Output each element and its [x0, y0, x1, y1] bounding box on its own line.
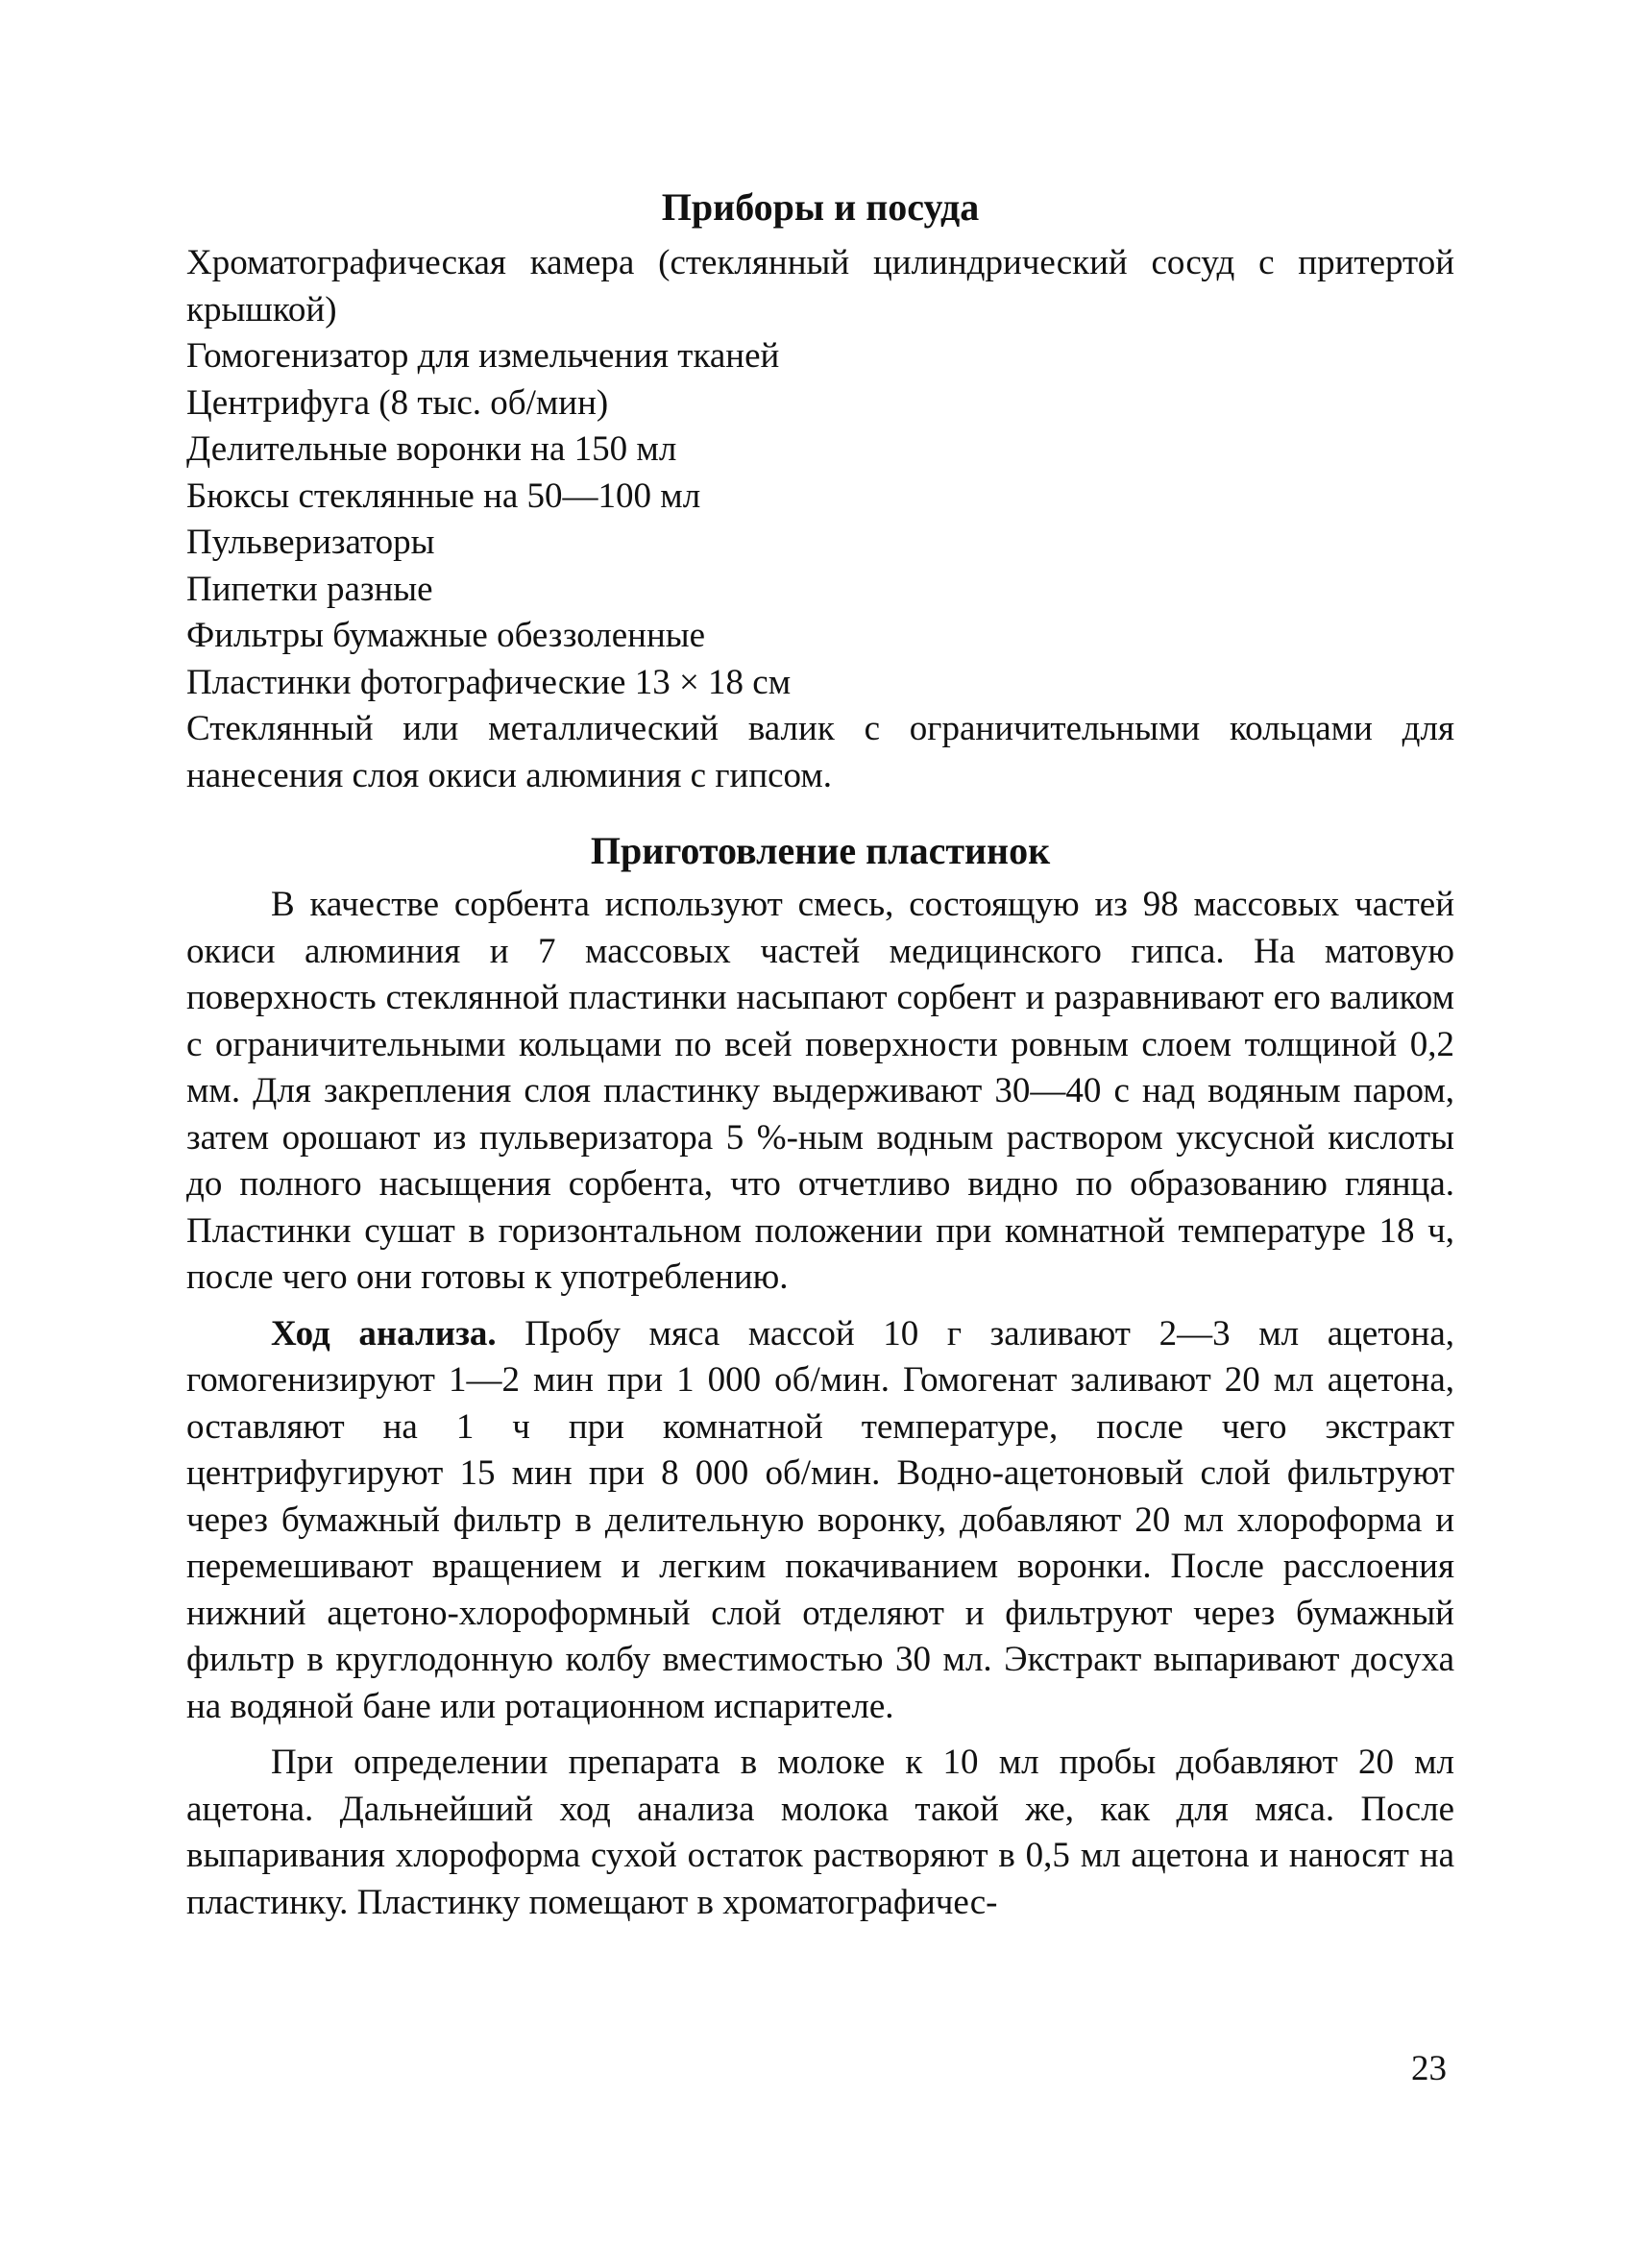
- equipment-item: Бюксы стеклянные на 50—100 мл: [186, 476, 701, 516]
- equipment-item: Делительные воронки на 150 мл: [186, 429, 677, 469]
- paragraph-analysis: [186, 1311, 1454, 1731]
- equipment-item: Хроматографическая камера (стеклянный цилиндрический сосуд с притертой крышкой): [186, 243, 1454, 329]
- analysis-text: Пробу мяса массой 10 г заливают 2—3 мл ацетона, гомогенизируют 1—2 мин при 1 000 об/мин. Гомогенат заливают 20 мл ацетона, оставляют на 1 ч при комнатной температуре, после чего экстракт центрифугируют 15 мин при 8 000 об/мин. Водно-ацетоновый слой фильтруют через бумажный фильтр в делительную воронку, добавляют 20 мл хлороформа и перемешивают вращением и легким покачиванием воронки. После расслоения нижний ацетоно-хлороформный слой отделяют и фильтруют через бумажный фильтр в круглодонную колбу вместимостью 30 мл. Экстракт выпаривают досуха на водяной бане или ротационном испарителе.: [186, 1313, 1454, 1726]
- page-number: 23: [1411, 2049, 1447, 2088]
- section-title-plates: Приготовление пластинок: [590, 829, 1051, 872]
- paragraph-milk: При определении препарата в молоке к 10 мл пробы добавляют 20 мл ацетона. Дальнейший ход анализа молока такой же, как для мяса. После выпаривания хлороформа сухой остаток растворяют в 0,5 мл ацетона и наносят на пластинку. Пластинку помещают в хроматографичес-: [186, 1743, 1454, 1922]
- equipment-item: Пластинки фотографические 13 × 18 см: [186, 662, 792, 702]
- equipment-item: Пипетки разные: [186, 569, 433, 609]
- equipment-item: Гомогенизатор для измельчения тканей: [186, 336, 780, 376]
- equipment-item: Фильтры бумажные обеззоленные: [186, 616, 706, 655]
- analysis-lead: Ход анализа.: [271, 1313, 497, 1353]
- document-page: [186, 183, 1454, 1926]
- equipment-item: Пульверизаторы: [186, 523, 435, 562]
- equipment-item: Стеклянный или металлический валик с ограничительными кольцами для нанесения слоя окиси алюминия с гипсом.: [186, 709, 1454, 795]
- section-title-equipment: Приборы и посуда: [661, 185, 980, 229]
- equipment-list: [186, 240, 1454, 799]
- equipment-item: Центрифуга (8 тыс. об/мин): [186, 382, 609, 423]
- paragraph-plates: В качестве сорбента используют смесь, состоящую из 98 массовых частей окиси алюминия и 7 массовых частей медицинского гипса. На матовую поверхность стеклянной пластинки насыпают сорбент и разравнивают его валиком с ограничительными кольцами по всей поверхности ровным слоем толщиной 0,2 мм. Для закрепления слоя пластинку выдерживают 30—40 с над водяным паром, затем орошают из пульверизатора 5 %-ным водным раствором уксусной кислоты до полного насыщения сорбента, что отчетливо видно по образованию глянца. Пластинки сушат в горизонтальном положении при комнатной температуре 18 ч, после чего они готовы к употреблению.: [186, 885, 1454, 1297]
